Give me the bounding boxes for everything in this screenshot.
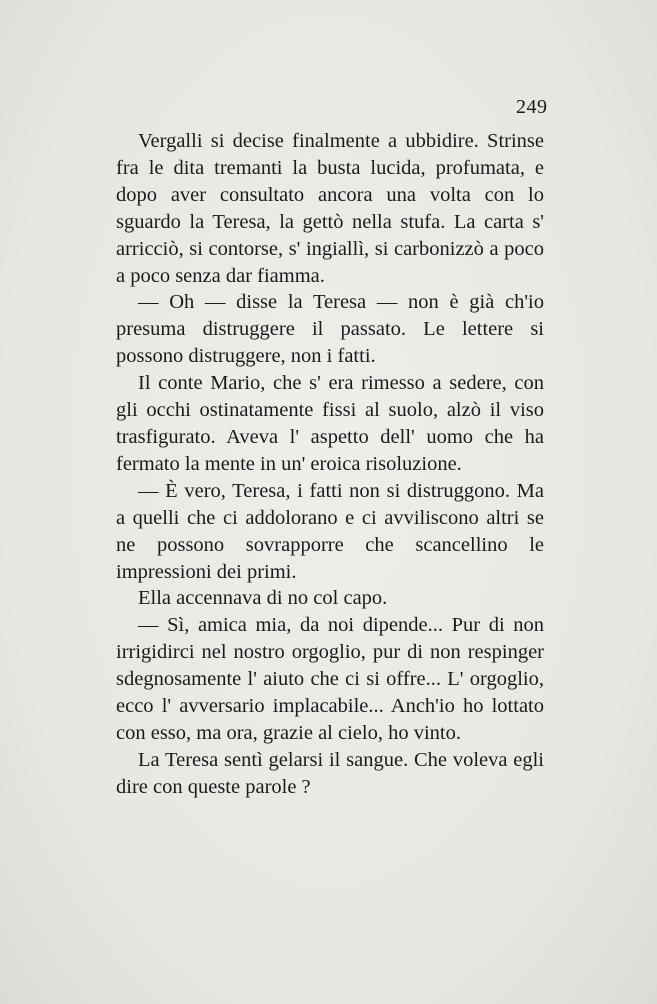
- body-text: [116, 128, 544, 801]
- paragraph: Il conte Mario, che s' era rimesso a sedere, con gli occhi ostinatamente fissi al suolo, alzò il viso trasfigurato. Aveva l' aspetto dell' uomo che ha fermato la mente in un' eroica risoluzione.: [116, 372, 544, 475]
- page-number: 249: [516, 96, 548, 118]
- paragraph: Vergalli si decise finalmente a ubbidire. Strinse fra le dita tremanti la busta lucida, profumata, e dopo aver consultato ancora una volta con lo sguardo la Teresa, la gettò nella stufa. La carta s' arricciò, si contorse, s' ingiallì, si carbonizzò a poco a poco senza dar fiamma.: [116, 130, 544, 287]
- paragraph: La Teresa sentì gelarsi il sangue. Che voleva egli dire con queste parole ?: [116, 748, 544, 798]
- paragraph: — È vero, Teresa, i fatti non si distruggono. Ma a quelli che ci addolorano e ci avviliscono altri se ne possono sovrapporre che scancellino le impressioni dei primi.: [116, 479, 544, 583]
- paragraph: Ella accennava di no col capo.: [138, 587, 388, 610]
- paragraph: — Oh — disse la Teresa — non è già ch'io presuma distruggere il passato. Le lettere si possono distruggere, non i fatti.: [116, 291, 544, 368]
- paragraph: — Sì, amica mia, da noi dipende... Pur di non irrigidirci nel nostro orgoglio, pur di non respinger sdegnosamente l' aiuto che ci si offre... L' orgoglio, ecco l' avversario implacabile... Anch'io ho lottato con esso, ma ora, grazie al cielo, ho vinto.: [116, 614, 544, 744]
